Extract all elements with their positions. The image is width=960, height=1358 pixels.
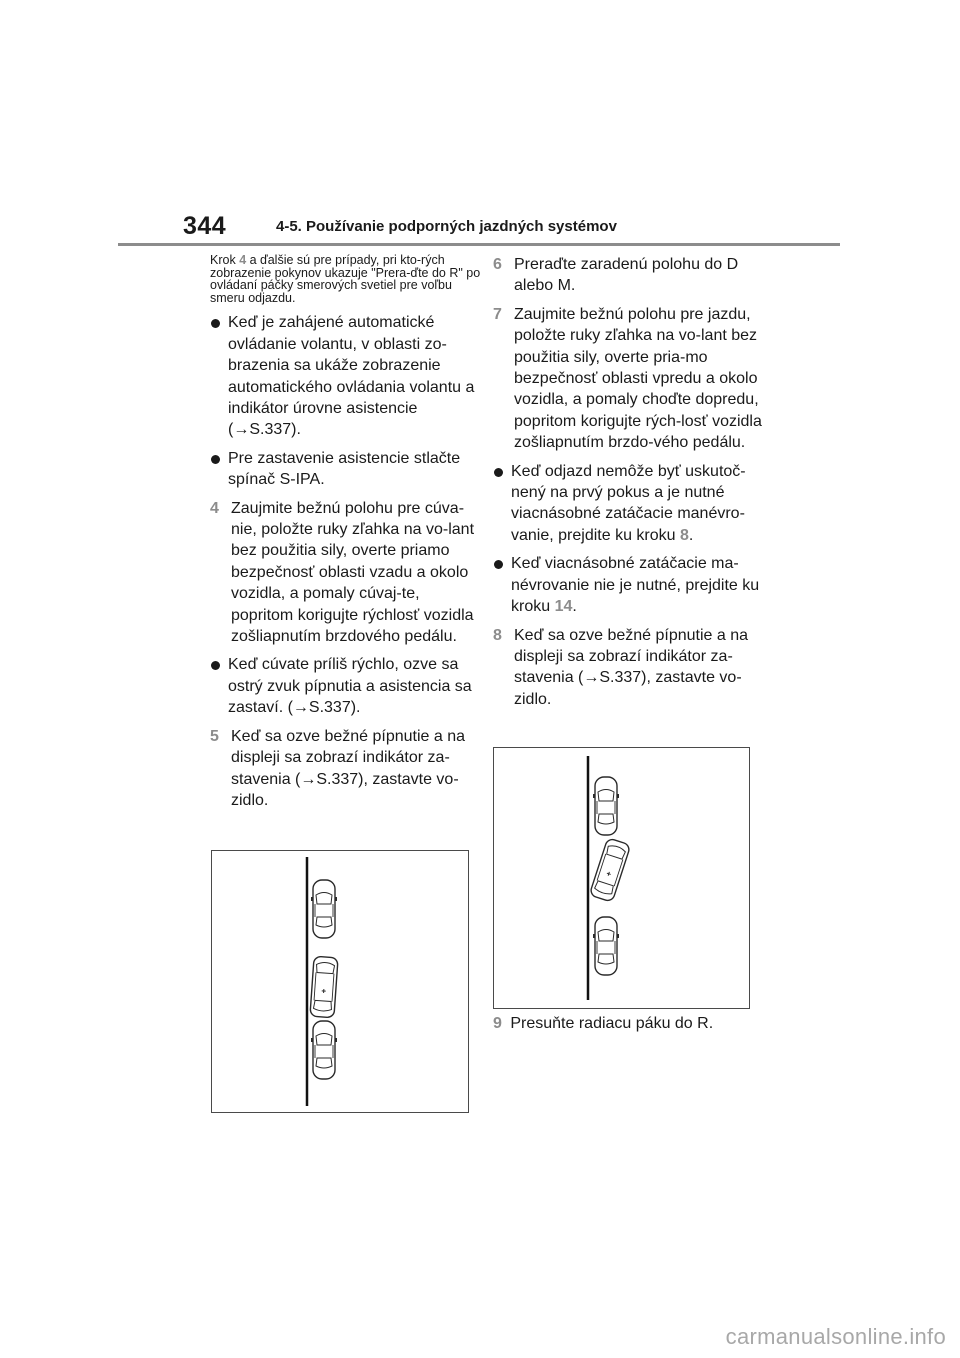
step-4 bbox=[210, 498, 482, 648]
step-7 bbox=[493, 304, 763, 454]
bullet-text: Keď je zahájené automatické ovládanie volantu, v oblasti zo-brazenia sa ukáže zobrazenie automatického ovládania volantu a indikátor úrovne asistencie (→S.337). bbox=[228, 314, 475, 439]
step-number: 7 bbox=[493, 305, 502, 323]
bullet-text: Keď odjazd nemôže byť uskutoč-nený na prvý pokus a je nutné viacnásobné zatáčacie manévro-vanie, prejdite ku kroku bbox=[511, 462, 746, 544]
step-text: Keď sa ozve bežné pípnutie a na displeji sa zobrazí indikátor za-stavenia (→S.337), zastavte vo-zidlo. bbox=[231, 727, 465, 809]
step-9 bbox=[493, 1013, 763, 1034]
step-note bbox=[210, 254, 482, 304]
bullet-end: . bbox=[688, 526, 694, 544]
bullet-item bbox=[210, 654, 482, 718]
page-number: 344 bbox=[183, 212, 227, 240]
step-8 bbox=[493, 625, 763, 711]
watermark-text: carmanualsonline.info bbox=[725, 1324, 946, 1349]
parked-car-front bbox=[593, 777, 619, 835]
step-number: 4 bbox=[210, 499, 219, 517]
step-ref: 14 bbox=[554, 598, 573, 616]
step-6 bbox=[493, 254, 763, 297]
bullet-dot-icon bbox=[494, 560, 503, 569]
bullet-text: Pre zastavenie asistencie stlačte spínač S-IPA. bbox=[228, 449, 461, 489]
step-number: 8 bbox=[493, 626, 502, 644]
step-number: 9 bbox=[493, 1015, 502, 1032]
header-divider bbox=[118, 243, 840, 246]
parked-car-front bbox=[311, 880, 337, 938]
pull-out-illustration bbox=[493, 747, 750, 1009]
bullet-item bbox=[210, 448, 482, 491]
step-ref: 8 bbox=[679, 526, 689, 544]
bullet-text: Keď cúvate príliš rýchlo, ozve sa ostrý zvuk pípnutia a asistencia sa zastaví. (→S.337). bbox=[228, 656, 472, 717]
own-car bbox=[589, 838, 630, 902]
reversing-illustration bbox=[211, 850, 469, 1113]
bullet-item bbox=[493, 553, 763, 617]
bullet-dot-icon bbox=[211, 455, 220, 464]
step-number: 5 bbox=[210, 727, 219, 745]
own-car bbox=[310, 956, 338, 1018]
parked-car-rear bbox=[593, 917, 619, 975]
step-text: Keď sa ozve bežné pípnutie a na displeji sa zobrazí indikátor za-stavenia (→S.337), zastavte vo-zidlo. bbox=[514, 626, 748, 708]
bullet-end: . bbox=[572, 598, 577, 616]
bullet-text: Keď viacnásobné zatáčacie ma-névrovanie nie je nutné, prejdite ku kroku bbox=[511, 555, 760, 616]
bullet-item bbox=[493, 461, 763, 547]
left-column bbox=[210, 254, 482, 818]
section-title: 4-5. Používanie podporných jazdných systémov bbox=[276, 218, 617, 235]
note-text: a ďalšie sú pre prípady, pri kto-rých zobrazenie pokynov ukazuje "Prera-ďte do R" po ovládaní páčky smerových svetiel pre voľbu smeru odjazdu. bbox=[210, 253, 481, 305]
bullet-dot-icon bbox=[211, 661, 220, 670]
bullet-dot-icon bbox=[211, 319, 220, 328]
step-text: Presuňte radiacu páku do R. bbox=[510, 1015, 714, 1032]
bullet-item bbox=[210, 312, 482, 440]
step-5 bbox=[210, 726, 482, 812]
note-prefix: Krok bbox=[210, 253, 240, 267]
step-number: 6 bbox=[493, 256, 502, 273]
step-text: Zaujmite bežnú polohu pre cúva-nie, položte ruky zľahka na vo-lant bez použitia sily, overte priamo bezpečnosť oblasti vzadu a okolo vozidla, a pomaly cúvaj-te, popritom korigujte rýchlosť vozidla zošliapnutím brzdového pedálu. bbox=[231, 499, 475, 646]
right-column bbox=[493, 254, 763, 717]
parked-car-rear bbox=[311, 1021, 337, 1079]
bullet-dot-icon bbox=[494, 468, 503, 477]
step-text: Zaujmite bežnú polohu pre jazdu, položte ruky zľahka na vo-lant bez použitia sily, overte pria-mo bezpečnosť oblasti vpredu a okolo vozidla, a pomaly choďte dopredu, popritom korigujte rých-losť vozidla zošliapnutím brzdo-vého pedálu. bbox=[514, 305, 762, 452]
note-step-ref: 4 bbox=[239, 253, 247, 267]
step-text: Preraďte zaradenú polohu do D alebo M. bbox=[514, 256, 739, 295]
